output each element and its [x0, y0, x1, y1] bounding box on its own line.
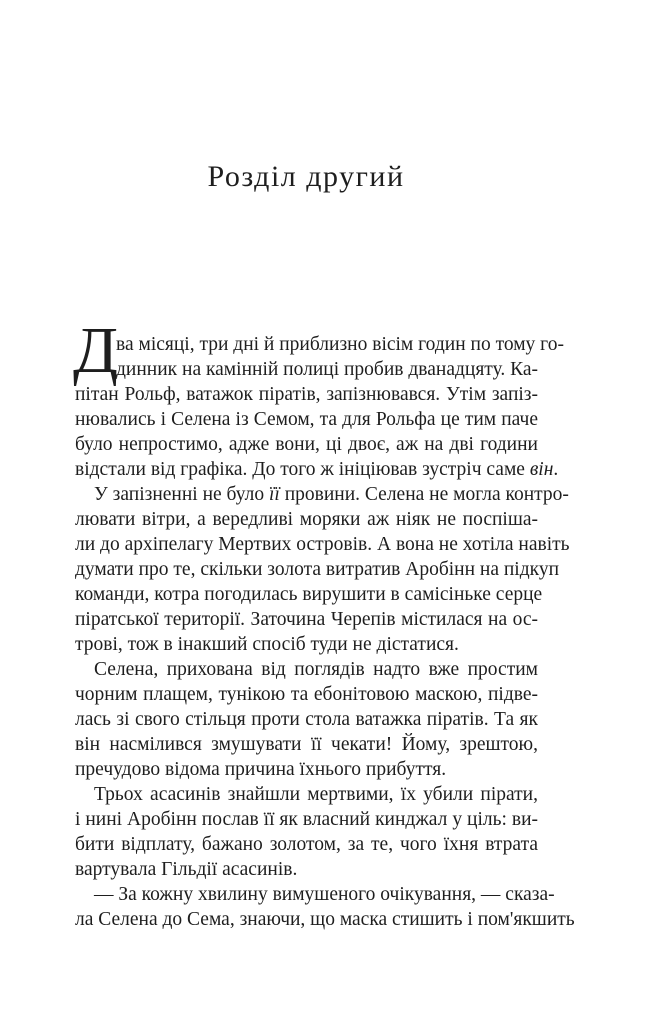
- paragraph-line: думати про те, скільки золота витратив Аробінн на підкуп: [75, 559, 560, 580]
- paragraph-line: відстали від графіка. До того ж ініціював зустріч саме він.: [75, 459, 559, 480]
- paragraph-line: бити відплату, бажано золотом, за те, чого їхня втрата: [75, 834, 538, 855]
- emphasis: він: [529, 459, 554, 480]
- paragraph-line: він насмілився змушувати її чекати! Йому, зрештою,: [75, 734, 538, 755]
- paragraph-line: У запізненні не було її провини. Селена не могла контро-: [94, 484, 569, 505]
- paragraph-line: Трьох асасинів знайшли мертвими, їх убили пірати,: [94, 784, 538, 805]
- paragraph-line: пречудово відома причина їхнього прибуття.: [75, 759, 447, 780]
- paragraph-line: піратської території. Заточина Черепів містилася на ос-: [75, 609, 538, 630]
- paragraph-line: ла Селена до Сема, знаючи, що маска стишить і пом'якшить: [75, 909, 575, 930]
- paragraph-line: і нині Аробінн послав її як власний кинджал у ціль: ви-: [75, 809, 538, 830]
- paragraph-line: було непростимо, адже вони, ці двоє, аж на дві години: [75, 434, 538, 455]
- paragraph-line: команди, котра погодилась вирушити в самісіньке серце: [75, 584, 543, 605]
- paragraph-line: — За кожну хвилину вимушеного очікування, — сказа-: [94, 884, 555, 905]
- paragraph-line: чорним плащем, тунікою та ебонітовою маскою, підве-: [75, 684, 538, 705]
- paragraph-line: ли до архіпелагу Мертвих островів. А вона не хотіла навіть: [75, 534, 570, 555]
- paragraph-line: нювались і Селена із Семом, та для Рольфа це тим паче: [75, 409, 538, 430]
- paragraph-line: лювати вітри, а вередливі моряки аж ніяк не поспіша-: [75, 509, 538, 530]
- paragraph-line: ва місяці, три дні й приблизно вісім годин по тому го-: [116, 334, 564, 355]
- chapter-title: Розділ другий: [207, 160, 405, 193]
- drop-cap-letter: Д: [73, 314, 119, 387]
- paragraph-line: лась зі свого стільця проти стола ватажка піратів. Та як: [75, 709, 538, 730]
- paragraph-line: динник на камінній полиці пробив дванадцяту. Ка-: [116, 359, 539, 380]
- paragraph-line: вартувала Гільдії асасинів.: [75, 859, 298, 880]
- paragraph-line: пітан Рольф, ватажок піратів, запізнювався. Утім запіз-: [75, 384, 538, 405]
- paragraph-line: Селена, прихована від поглядів надто вже простим: [94, 659, 538, 680]
- paragraph-line: трові, тож в інакший спосіб туди не дістатися.: [75, 634, 459, 655]
- emphasis: її: [269, 484, 280, 505]
